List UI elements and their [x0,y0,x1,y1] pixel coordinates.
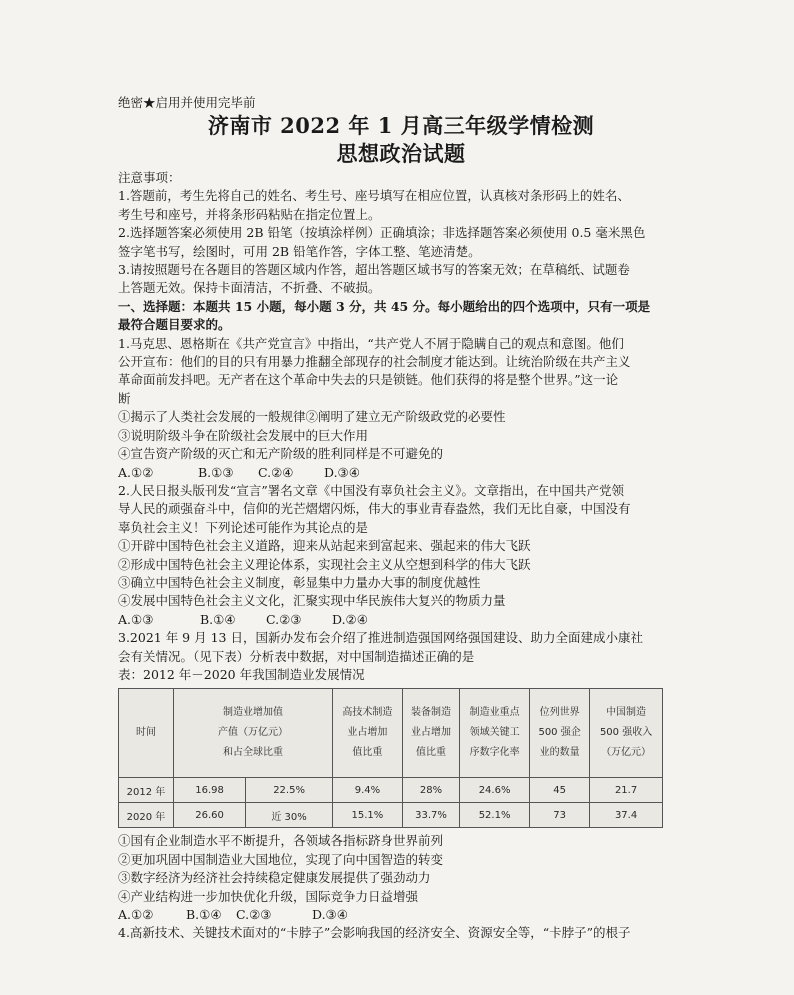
question-stem: 导人民的顽强奋斗中，信仰的光芒熠熠闪烁，伟大的事业青春盎然，我们无比自豪，中国没有 [118,501,631,517]
table-header: 制造业增加值 产值（万亿元） 和占全球比重 [174,689,333,778]
table-cell: 28% [402,778,459,803]
table-cell: 73 [530,803,590,828]
question-item: ④宣告资产阶级的灭亡和无产阶级的胜利同样是不可避免的 [118,446,444,462]
question-options [118,464,684,482]
option-d: D.③④ [324,464,360,480]
question-item: ③确立中国特色社会主义制度，彰显集中力量办大事的制度优越性 [118,574,481,590]
question-item: ①开辟中国特色社会主义道路，迎来从站起来到富起来、强起来的伟大飞跃 [118,538,531,554]
table-cell: 24.6% [460,778,530,803]
question-item: ②更加巩固中国制造业大国地位，实现了向中国智造的转变 [118,851,444,867]
notes-heading: 注意事项： [118,170,181,185]
notes-line: 上答题无效。保持卡面清洁，不折叠、不破损。 [118,280,381,296]
secret-label: 绝密★启用并使用完毕前 [118,95,256,110]
question-options [118,906,684,924]
question-stem: 断 [118,390,131,406]
option-a: A.①② [118,464,154,480]
notes-line: 3.请按照题号在各题目的答题区域内作答，超出答题区域书写的答案无效；在草稿纸、试题卷 [118,262,630,278]
option-c: C.②③ [236,907,272,922]
notes-line: 签字笔书写，绘图时，可用 2B 铅笔作答，字体工整、笔迹清楚。 [118,243,481,259]
option-a: A.①③ [118,611,154,627]
table-header: 装备制造 业占增加 值比重 [402,689,459,778]
table-header: 中国制造 500 强收入 （万亿元） [590,689,663,778]
table-cell: 15.1% [332,803,402,828]
table-cell: 16.98 [174,778,246,803]
section-heading [118,298,684,335]
question-stem: 3.2021 年 9 月 13 日，国新办发布会介绍了推进制造强国网络强国建设、助力全面建成小康社 [118,630,643,646]
notes-line: 2.选择题答案必须使用 2B 铅笔（按填涂样例）正确填涂；非选择题答案必须使用 0.5 毫米黑色 [118,225,646,241]
question-stem: 公开宣布：他们的目的只有用暴力推翻全部现存的社会制度才能达到。让统治阶级在共产主义 [118,354,631,370]
table-cell: 37.4 [590,803,663,828]
table-row [119,778,663,803]
question-4 [118,924,684,942]
table-cell: 近 30% [246,803,333,828]
question-stem: 辜负社会主义！下列论述可能作为其论点的是 [118,519,369,535]
option-b: B.①③ [198,464,234,480]
option-b: B.①④ [200,611,236,627]
question-item: ②形成中国特色社会主义理论体系，实现社会主义从空想到科学的伟大飞跃 [118,556,531,572]
question-3 [118,629,684,924]
table-header: 高技术制造 业占增加 值比重 [332,689,402,778]
table-cell: 26.60 [174,803,246,828]
table-row [119,803,663,828]
question-2 [118,482,684,629]
section-line: 最符合题目要求的。 [118,317,231,333]
table-cell: 2020 年 [119,803,174,828]
table-cell: 22.5% [246,778,333,803]
exam-subtitle: 思想政治试题 [336,141,466,166]
data-table-wrapper [118,688,663,828]
table-cell: 52.1% [460,803,530,828]
table-cell: 33.7% [402,803,459,828]
question-item: ①国有企业制造水平不断提升，各领域各指标跻身世界前列 [118,833,444,849]
question-item: ③说明阶级斗争在阶级社会发展中的巨大作用 [118,427,369,443]
exam-title: 济南市 2022 年 1 月高三年级学情检测 [207,113,595,138]
table-caption: 表：2012 年－2020 年我国制造业发展情况 [118,666,365,682]
table-header: 时间 [119,689,174,778]
question-stem: 革命面前发抖吧。无产者在这个革命中失去的只是锁链。他们获得的将是整个世界。”这一论 [118,372,619,388]
option-a: A.①② [118,907,154,922]
option-d: D.③④ [312,907,348,922]
notes-line: 考生号和座号，并将条形码粘贴在指定位置上。 [118,206,381,222]
question-options [118,611,684,629]
option-b: B.①④ [186,907,222,922]
question-stem: 4.高新技术、关键技术面对的“卡脖子”会影响我国的经济安全、资源安全等，“卡脖子”的根子 [118,925,631,941]
option-d: D.②④ [332,611,368,627]
section-line: 一、选择题：本题共 15 小题，每小题 3 分，共 45 分。每小题给出的四个选项中，只有一项是 [118,298,651,314]
question-stem: 1.马克思、恩格斯在《共产党宣言》中指出，“共产党人不屑于隐瞒自己的观点和意图。他们 [118,335,624,351]
table-cell: 45 [530,778,590,803]
question-1 [118,335,684,482]
question-stem: 会有关情况。（见下表）分析表中数据，对中国制造描述正确的是 [118,648,475,664]
option-c: C.②④ [258,464,294,480]
table-cell: 2012 年 [119,778,174,803]
question-item: ①揭示了人类社会发展的一般规律②阐明了建立无产阶级政党的必要性 [118,409,506,425]
notes-line: 1.答题前，考生先将自己的姓名、考生号、座号填写在相应位置，认真核对条形码上的姓名、 [118,188,630,204]
table-cell: 9.4% [332,778,402,803]
question-item: ④产业结构进一步加快优化升级，国际竞争力日益增强 [118,888,419,904]
option-c: C.②③ [266,611,302,627]
table-cell: 21.7 [590,778,663,803]
question-stem: 2.人民日报头版刊发“宣言”署名文章《中国没有辜负社会主义》。文章指出，在中国共产党领 [118,482,624,498]
data-table [118,688,663,828]
table-header: 制造业重点 领域关键工 序数字化率 [460,689,530,778]
question-item: ③数字经济为经济社会持续稳定健康发展提供了强劲动力 [118,870,431,886]
question-item: ④发展中国特色社会主义文化，汇聚实现中华民族伟大复兴的物质力量 [118,593,506,609]
table-header-row [119,689,663,778]
table-header: 位列世界 500 强企 业的数量 [530,689,590,778]
notes-section [118,169,684,298]
